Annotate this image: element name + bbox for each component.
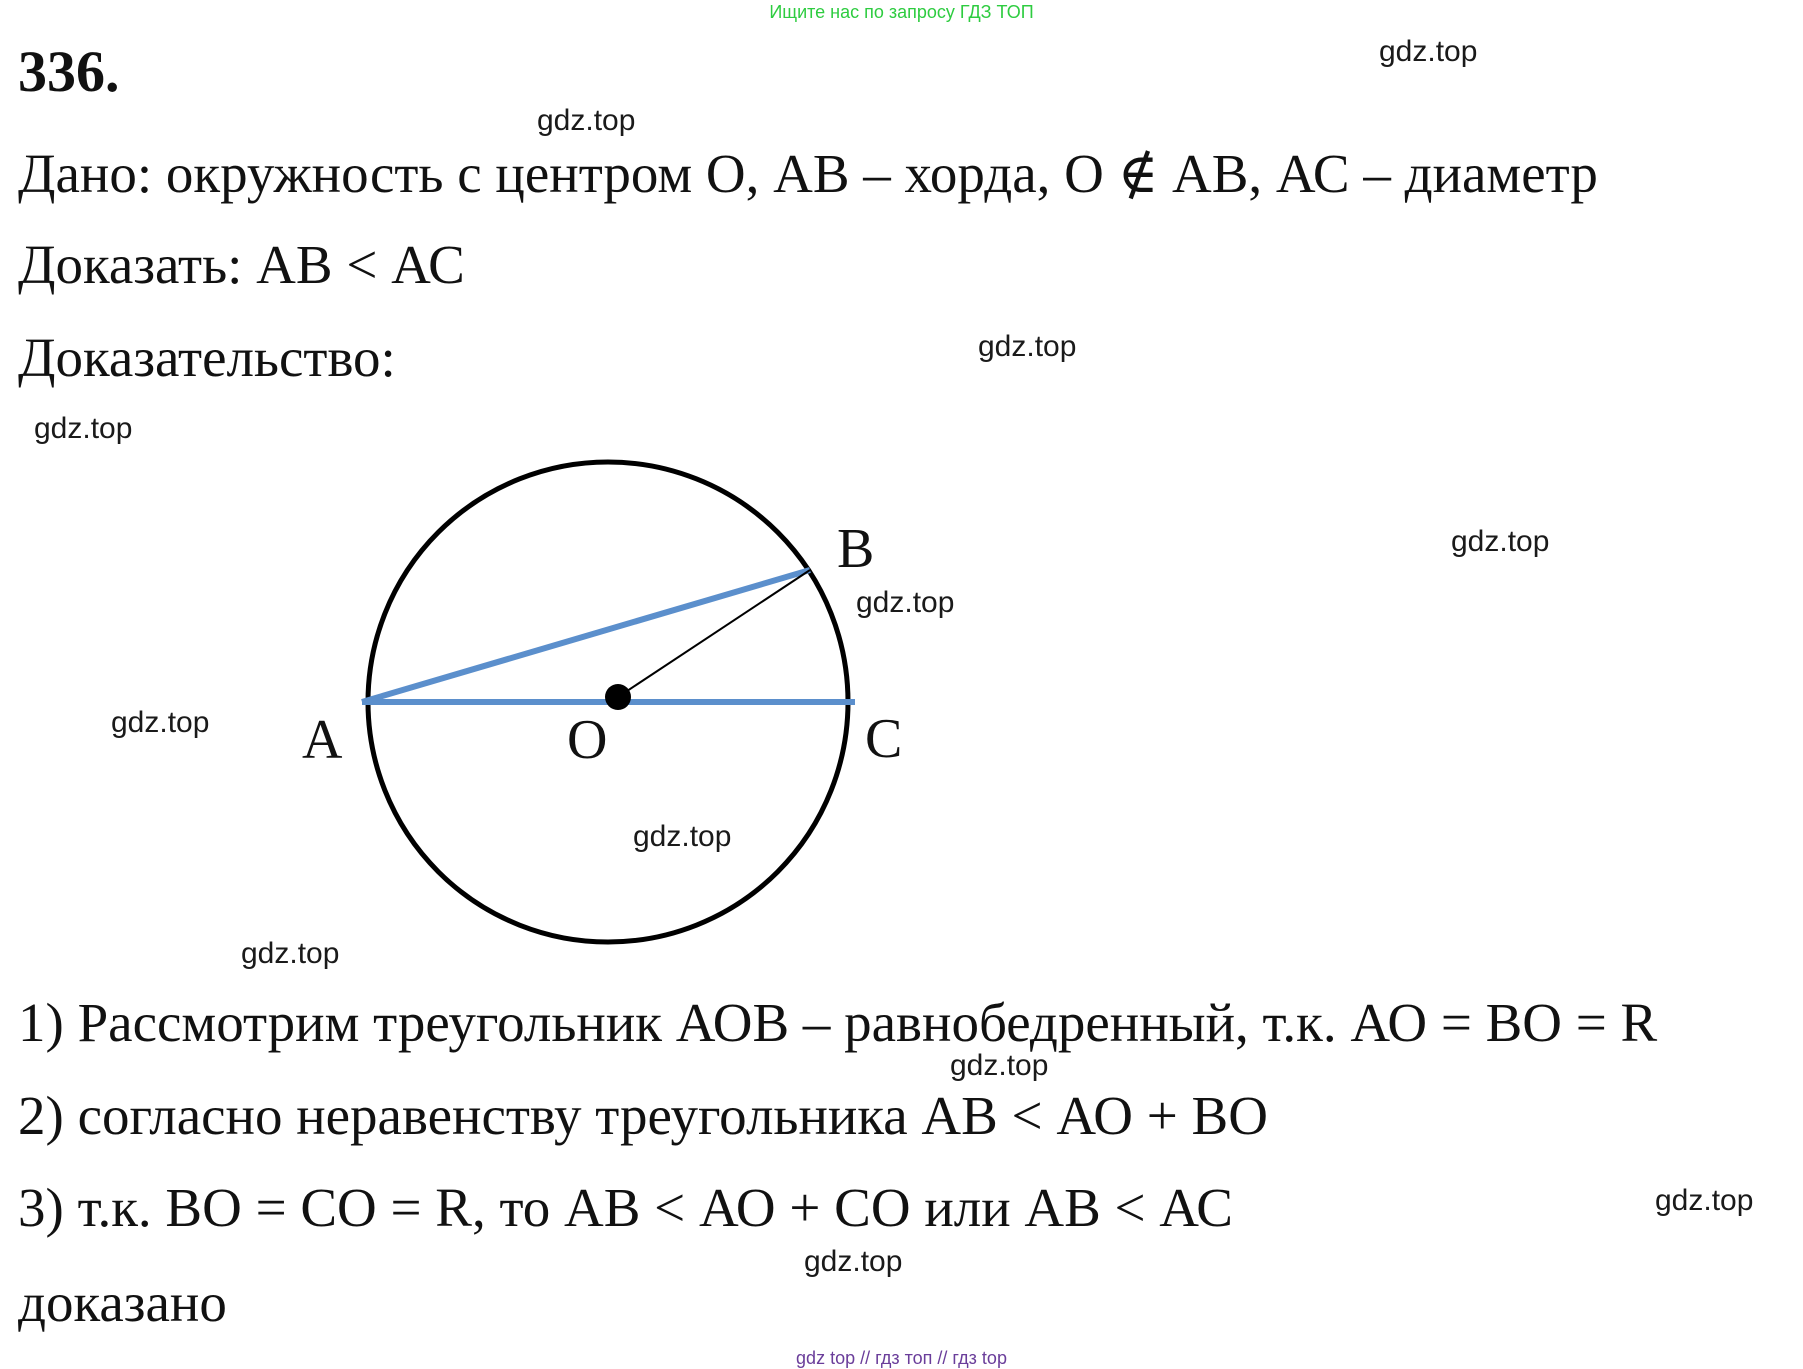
problem-number: 336. — [18, 39, 120, 104]
footer: gdz top // гдз топ // гдз top — [796, 1348, 1007, 1368]
watermark: gdz.top — [633, 820, 732, 853]
watermark: gdz.top — [978, 330, 1077, 363]
watermark: gdz.top — [1451, 525, 1550, 558]
chord-ab — [362, 570, 810, 702]
watermark: gdz.top — [804, 1245, 903, 1278]
watermark: gdz.top — [537, 104, 636, 137]
watermark: gdz.top — [856, 586, 955, 619]
watermark: gdz.top — [34, 412, 133, 445]
center-point — [605, 684, 631, 710]
step-3: 3) т.к. ВО = СО = R, то АВ < АО + СО или АВ < АС — [18, 1177, 1233, 1238]
watermark: gdz.top — [1379, 35, 1478, 68]
step-1: 1) Рассмотрим треугольник АОВ – равнобедренный, т.к. АО = ВО = R — [18, 992, 1658, 1053]
label-o: O — [567, 709, 608, 771]
radius-ob — [618, 570, 810, 697]
given-line: Дано: окружность с центром О, АВ – хорда, О ∉ АВ, АС – диаметр — [18, 143, 1598, 204]
label-c: C — [865, 708, 903, 770]
top-banner: Ищите нас по запросу ГДЗ ТОП — [769, 2, 1034, 22]
conclusion: доказано — [18, 1272, 227, 1333]
watermark: gdz.top — [1655, 1184, 1754, 1217]
step-2: 2) согласно неравенству треугольника АВ < АО + ВО — [18, 1085, 1268, 1146]
watermark: gdz.top — [950, 1049, 1049, 1082]
watermark: gdz.top — [111, 706, 210, 739]
label-b: B — [837, 518, 875, 580]
proof-heading: Доказательство: — [18, 327, 396, 388]
label-a: A — [302, 709, 343, 771]
to-prove-line: Доказать: АВ < АС — [18, 234, 465, 295]
watermark: gdz.top — [241, 937, 340, 970]
